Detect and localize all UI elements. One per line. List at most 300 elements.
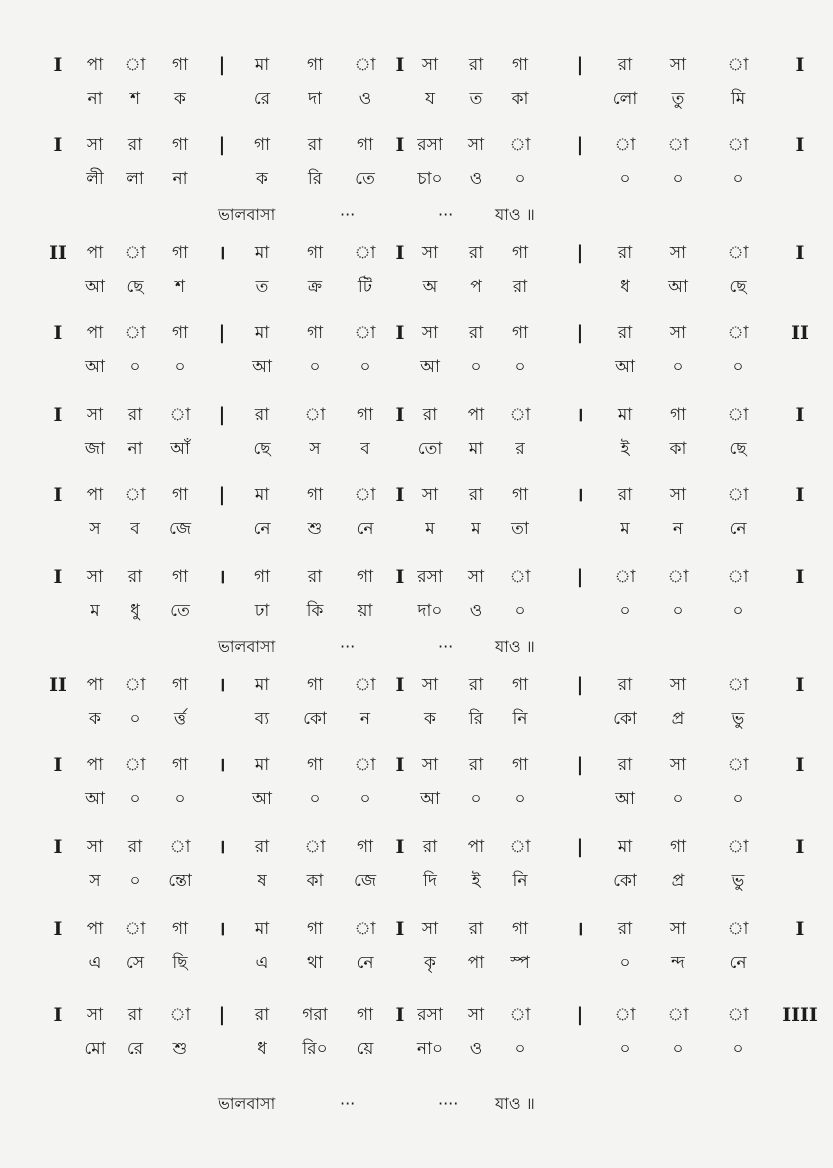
bar-line: । <box>576 484 584 506</box>
lyric-syllable: ০ <box>359 357 371 377</box>
note: রা <box>468 243 484 263</box>
bar-line: | <box>576 242 584 264</box>
lyric-syllable: ০ <box>672 357 684 377</box>
ellipsis: ··· <box>340 1094 356 1113</box>
bar-line: II <box>49 242 67 264</box>
lyric-syllable: আ <box>615 789 635 809</box>
lyric-syllable: ০ <box>732 1039 744 1059</box>
notation-block <box>0 750 833 840</box>
note: গা <box>171 55 189 75</box>
bar-line: I <box>395 918 405 940</box>
bar-line: I <box>53 1004 63 1026</box>
lyric-syllable: রি <box>468 709 484 729</box>
lyric-syllable: আঁ <box>170 439 190 459</box>
bar-line: I <box>395 674 405 696</box>
bar-line: I <box>53 404 63 426</box>
note: সা <box>467 135 485 155</box>
bar-line: I <box>395 836 405 858</box>
note: গা <box>171 567 189 587</box>
lyric-syllable: ০ <box>129 357 141 377</box>
lyric-syllable: দা০ <box>417 601 443 621</box>
note: গা <box>171 243 189 263</box>
note: গা <box>356 567 374 587</box>
notation-block <box>0 914 833 1004</box>
notation-block <box>0 318 833 408</box>
lyric-syllable: মো <box>84 1039 106 1059</box>
lyric-syllable: ও <box>469 1039 483 1059</box>
lyric-syllable: ত <box>469 89 483 109</box>
note: া <box>727 243 749 263</box>
note: সা <box>467 567 485 587</box>
note: গা <box>356 1005 374 1025</box>
note: গা <box>306 485 324 505</box>
bar-line: | <box>576 134 584 156</box>
lyric-syllable: ০ <box>732 357 744 377</box>
swaralipi-line <box>0 670 833 700</box>
lyric-syllable: ষ <box>257 871 267 891</box>
lyric-syllable: ছে <box>126 277 144 297</box>
bar-line: । <box>576 918 584 940</box>
swaralipi-line <box>0 562 833 592</box>
note: মা <box>617 837 633 857</box>
lyric-syllable: য়ে <box>356 1039 374 1059</box>
note: সা <box>669 55 687 75</box>
lyric-syllable: রা <box>512 277 528 297</box>
lyric-syllable: ভু <box>731 871 745 891</box>
note: মা <box>254 919 270 939</box>
note: রা <box>254 1005 270 1025</box>
lyric-syllable: ০ <box>672 1039 684 1059</box>
lyric-syllable: কা <box>669 439 687 459</box>
note: া <box>509 837 531 857</box>
bar-line: | <box>218 322 226 344</box>
refrain-line <box>0 633 833 661</box>
note: রা <box>127 405 143 425</box>
note: গা <box>306 55 324 75</box>
lyric-syllable: নি <box>512 709 528 729</box>
bar-line: I <box>395 404 405 426</box>
lyric-syllable: কো <box>613 709 637 729</box>
lyric-syllable: লা <box>126 169 144 189</box>
note: া <box>614 135 636 155</box>
note: রা <box>422 405 438 425</box>
note: গা <box>511 323 529 343</box>
lyric-syllable: ব্য <box>254 709 270 729</box>
refrain-line <box>0 1090 833 1118</box>
lyric-syllable: ছে <box>729 277 747 297</box>
lyric-syllable: ম <box>90 601 100 621</box>
lyric-syllable: মি <box>730 89 746 109</box>
lyrics-line <box>0 596 833 626</box>
lyric-syllable: রি <box>307 169 323 189</box>
note: গা <box>171 323 189 343</box>
lyric-syllable: ০ <box>309 357 321 377</box>
note: সা <box>467 1005 485 1025</box>
note: া <box>124 755 146 775</box>
bar-line: I <box>53 134 63 156</box>
note: সা <box>421 755 439 775</box>
note: পা <box>467 837 485 857</box>
bar-line: I <box>395 566 405 588</box>
swaralipi-line <box>0 832 833 862</box>
lyric-syllable: ব <box>360 439 370 459</box>
note: রা <box>617 485 633 505</box>
bar-line: | <box>218 484 226 506</box>
note: রা <box>617 243 633 263</box>
note: পা <box>86 55 104 75</box>
lyric-syllable: ধু <box>130 601 140 621</box>
bar-line: । <box>218 566 226 588</box>
lyric-syllable: আ <box>420 789 440 809</box>
note: া <box>727 675 749 695</box>
bar-line: | <box>218 54 226 76</box>
ellipsis: ··· <box>438 205 454 224</box>
lyric-syllable: ছে <box>729 439 747 459</box>
bar-line: I <box>395 754 405 776</box>
ellipsis: ··· <box>340 637 356 656</box>
lyrics-line <box>0 866 833 896</box>
lyric-syllable: জে <box>353 871 377 891</box>
lyric-syllable: ন্তো <box>168 871 192 891</box>
lyric-syllable: রে <box>253 89 271 109</box>
swaralipi-line <box>0 130 833 160</box>
note: া <box>667 135 689 155</box>
note: পা <box>86 485 104 505</box>
lyric-syllable: ০ <box>672 601 684 621</box>
note: রা <box>617 675 633 695</box>
lyric-syllable: ম <box>620 519 630 539</box>
notation-block <box>0 480 833 570</box>
bar-line: I <box>53 918 63 940</box>
note: রা <box>468 755 484 775</box>
lyric-syllable: জে <box>168 519 192 539</box>
lyric-syllable: ছি <box>172 953 188 973</box>
lyric-syllable: আ <box>252 357 272 377</box>
bar-line: | <box>576 54 584 76</box>
bar-line: । <box>218 918 226 940</box>
lyric-syllable: প <box>470 277 482 297</box>
lyric-syllable: ০ <box>129 789 141 809</box>
lyric-syllable: ই <box>471 871 481 891</box>
swaralipi-line <box>0 238 833 268</box>
note: গা <box>253 135 271 155</box>
note: মা <box>254 675 270 695</box>
note: সা <box>421 675 439 695</box>
refrain-word: ভালবাসা <box>218 1094 276 1113</box>
lyric-syllable: তু <box>671 89 685 109</box>
lyric-syllable: ০ <box>359 789 371 809</box>
lyric-syllable: স্প <box>510 953 530 973</box>
note: গরা <box>302 1005 328 1025</box>
lyric-syllable: এ <box>255 953 269 973</box>
swaralipi-line <box>0 1000 833 1030</box>
note: রা <box>468 485 484 505</box>
lyrics-line <box>0 352 833 382</box>
lyric-syllable: না <box>172 169 188 189</box>
note: া <box>727 135 749 155</box>
note: পা <box>86 323 104 343</box>
note: া <box>614 567 636 587</box>
note: া <box>169 1005 191 1025</box>
lyric-syllable: র্ত্ত <box>173 709 187 729</box>
note: গা <box>306 675 324 695</box>
note: গা <box>511 675 529 695</box>
note: া <box>169 837 191 857</box>
bar-line: | <box>218 134 226 156</box>
lyric-syllable: ও <box>358 89 372 109</box>
note: রা <box>468 55 484 75</box>
lyric-syllable: কো <box>613 871 637 891</box>
note: গা <box>171 485 189 505</box>
bar-line: I <box>395 242 405 264</box>
note: া <box>614 1005 636 1025</box>
note: া <box>124 323 146 343</box>
note: া <box>124 485 146 505</box>
bar-line: I <box>795 134 805 156</box>
note: রা <box>468 919 484 939</box>
note: া <box>304 837 326 857</box>
note: রা <box>127 567 143 587</box>
note: া <box>354 485 376 505</box>
note: গা <box>511 755 529 775</box>
bar-line: I <box>795 242 805 264</box>
note: া <box>667 1005 689 1025</box>
lyric-syllable: নি <box>512 871 528 891</box>
bar-line: I <box>795 836 805 858</box>
note: সা <box>669 675 687 695</box>
lyric-syllable: ০ <box>470 357 482 377</box>
lyric-syllable: ০ <box>619 601 631 621</box>
lyric-syllable: এ <box>88 953 102 973</box>
lyric-syllable: নে <box>729 519 747 539</box>
note: া <box>124 243 146 263</box>
lyric-syllable: ক <box>174 89 186 109</box>
lyric-syllable: ০ <box>672 789 684 809</box>
lyric-syllable: ০ <box>732 601 744 621</box>
lyric-syllable: ০ <box>129 871 141 891</box>
note: মা <box>254 485 270 505</box>
lyric-syllable: শু <box>172 1039 188 1059</box>
note: সা <box>86 405 104 425</box>
lyric-syllable: স <box>89 871 101 891</box>
lyrics-line <box>0 784 833 814</box>
notation-block <box>0 50 833 140</box>
bar-line: I <box>395 322 405 344</box>
lyrics-line <box>0 84 833 114</box>
note: রা <box>617 323 633 343</box>
note: গা <box>511 485 529 505</box>
lyric-syllable: কি <box>306 601 324 621</box>
note: সা <box>669 243 687 263</box>
lyric-syllable: না০ <box>416 1039 444 1059</box>
bar-line: I <box>395 484 405 506</box>
note: সা <box>421 919 439 939</box>
lyric-syllable: শ <box>174 277 186 297</box>
note: রা <box>127 837 143 857</box>
note: রা <box>617 919 633 939</box>
lyric-syllable: ০ <box>619 169 631 189</box>
lyric-syllable: জা <box>84 439 106 459</box>
note: রা <box>468 323 484 343</box>
lyric-syllable: ০ <box>514 357 526 377</box>
note: া <box>727 323 749 343</box>
note: া <box>354 755 376 775</box>
bar-line: I <box>795 754 805 776</box>
lyric-syllable: য়া <box>357 601 373 621</box>
lyric-syllable: টি <box>357 277 373 297</box>
note: া <box>169 405 191 425</box>
bar-line: | <box>576 674 584 696</box>
bar-line: | <box>576 1004 584 1026</box>
lyric-syllable: ০ <box>309 789 321 809</box>
lyric-syllable: ন্দ <box>671 953 685 973</box>
lyric-syllable: ধ <box>257 1039 267 1059</box>
bar-line: II <box>791 322 809 344</box>
lyric-syllable: ০ <box>672 169 684 189</box>
note: া <box>727 485 749 505</box>
bar-line: I <box>53 484 63 506</box>
lyric-syllable: না <box>127 439 143 459</box>
ellipsis: ···· <box>438 1094 459 1113</box>
lyric-syllable: লো <box>612 89 638 109</box>
note: া <box>727 1005 749 1025</box>
note: া <box>727 567 749 587</box>
lyrics-line <box>0 948 833 978</box>
lyric-syllable: আ <box>252 789 272 809</box>
note: রা <box>127 135 143 155</box>
bar-line: II <box>49 674 67 696</box>
lyric-syllable: ঢা <box>254 601 270 621</box>
bar-line: | <box>576 566 584 588</box>
lyric-syllable: ক <box>89 709 101 729</box>
refrain-end: যাও ॥ <box>495 205 535 224</box>
refrain-line <box>0 201 833 229</box>
bar-line: I <box>395 54 405 76</box>
bar-line: । <box>218 836 226 858</box>
bar-line: I <box>795 484 805 506</box>
bar-line: | <box>576 754 584 776</box>
lyric-syllable: নে <box>356 953 374 973</box>
swaralipi-line <box>0 50 833 80</box>
lyric-syllable: আ <box>420 357 440 377</box>
note: া <box>727 405 749 425</box>
lyric-syllable: য <box>425 89 435 109</box>
lyric-syllable: শ <box>129 89 141 109</box>
lyric-syllable: চা০ <box>417 169 443 189</box>
lyric-syllable: কা <box>511 89 529 109</box>
note: া <box>509 567 531 587</box>
lyric-syllable: তো <box>417 439 443 459</box>
bar-line: I <box>795 566 805 588</box>
note: া <box>727 55 749 75</box>
lyric-syllable: তে <box>170 601 190 621</box>
bar-line: I <box>795 54 805 76</box>
note: া <box>124 675 146 695</box>
lyric-syllable: ক্র <box>307 277 323 297</box>
note: মা <box>254 323 270 343</box>
bar-line: | <box>576 836 584 858</box>
note: গা <box>171 135 189 155</box>
note: রা <box>468 675 484 695</box>
bar-line: I <box>53 566 63 588</box>
note: গা <box>306 919 324 939</box>
note: সা <box>669 919 687 939</box>
refrain-word: ভালবাসা <box>218 637 276 656</box>
lyric-syllable: কৃ <box>424 953 436 973</box>
lyric-syllable: ও <box>469 601 483 621</box>
lyric-syllable: পা <box>467 953 485 973</box>
lyric-syllable: প্র <box>671 709 685 729</box>
swaralipi-line <box>0 400 833 430</box>
notation-block <box>0 238 833 328</box>
note: রসা <box>417 135 443 155</box>
notation-block <box>0 1000 833 1090</box>
bar-line: | <box>218 1004 226 1026</box>
note: গা <box>306 755 324 775</box>
lyric-syllable: আ <box>615 357 635 377</box>
lyrics-line <box>0 272 833 302</box>
bar-line: I <box>795 404 805 426</box>
bar-line: । <box>218 674 226 696</box>
note: গা <box>171 919 189 939</box>
lyric-syllable: থা <box>307 953 323 973</box>
lyric-syllable: ০ <box>174 789 186 809</box>
bar-line: । <box>218 242 226 264</box>
lyric-syllable: আ <box>85 277 105 297</box>
lyric-syllable: রি০ <box>302 1039 328 1059</box>
lyrics-line <box>0 704 833 734</box>
lyric-syllable: আ <box>85 789 105 809</box>
note: গা <box>171 755 189 775</box>
lyric-syllable: ০ <box>732 169 744 189</box>
bar-line: I <box>53 836 63 858</box>
lyric-syllable: প্র <box>671 871 685 891</box>
lyric-syllable: ও <box>469 169 483 189</box>
note: রা <box>254 405 270 425</box>
lyric-syllable: লী <box>86 169 104 189</box>
note: া <box>354 323 376 343</box>
lyric-syllable: অ <box>422 277 438 297</box>
lyric-syllable: নে <box>253 519 271 539</box>
lyric-syllable: তে <box>355 169 375 189</box>
note: া <box>124 55 146 75</box>
lyrics-line <box>0 1034 833 1064</box>
note: সা <box>669 755 687 775</box>
note: গা <box>356 405 374 425</box>
note: পা <box>467 405 485 425</box>
lyric-syllable: ভু <box>731 709 745 729</box>
note: গা <box>511 55 529 75</box>
note: া <box>509 135 531 155</box>
lyric-syllable: ক <box>424 709 436 729</box>
note: রা <box>422 837 438 857</box>
note: সা <box>421 55 439 75</box>
note: া <box>304 405 326 425</box>
note: সা <box>421 243 439 263</box>
lyric-syllable: ০ <box>129 709 141 729</box>
lyric-syllable: ধ <box>620 277 630 297</box>
lyric-syllable: ন <box>359 709 371 729</box>
swaralipi-line <box>0 318 833 348</box>
note: পা <box>86 675 104 695</box>
refrain-word: ভালবাসা <box>218 205 276 224</box>
notation-block <box>0 832 833 922</box>
ellipsis: ··· <box>438 637 454 656</box>
note: া <box>509 405 531 425</box>
lyric-syllable: ০ <box>470 789 482 809</box>
note: পা <box>86 243 104 263</box>
note: রসা <box>417 567 443 587</box>
